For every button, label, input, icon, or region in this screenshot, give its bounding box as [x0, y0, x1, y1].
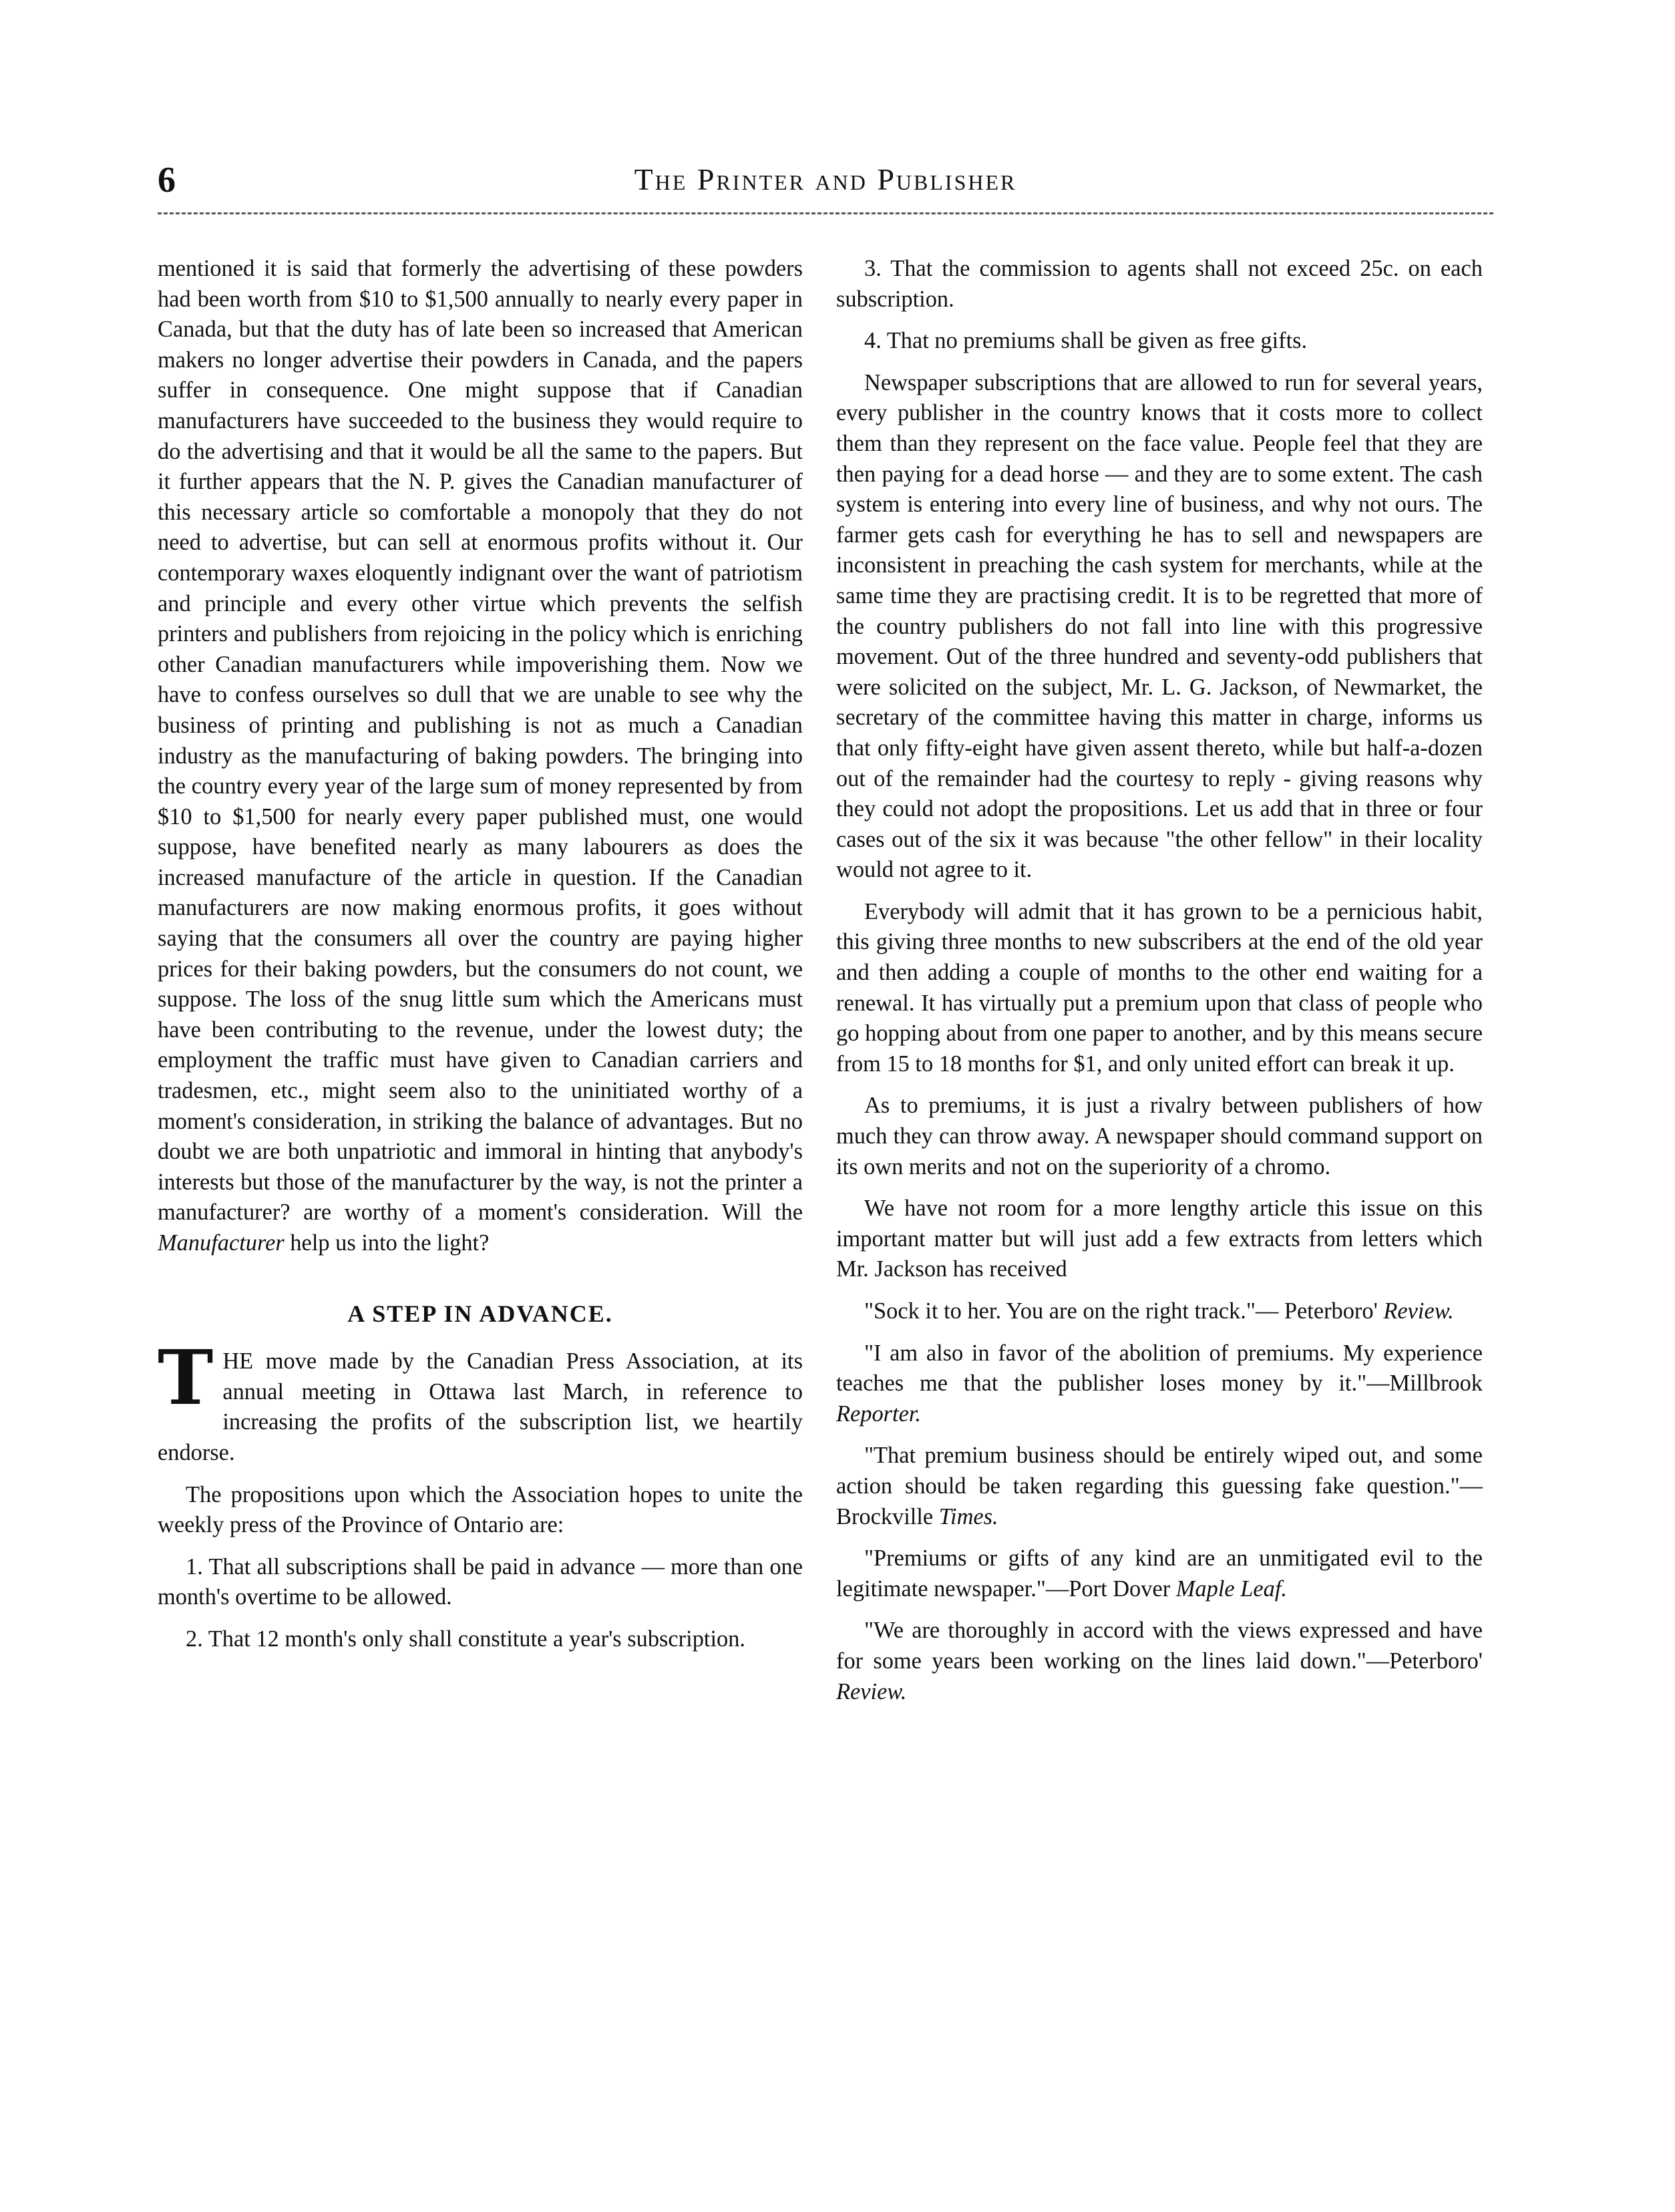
article-paragraph: Newspaper subscriptions that are allowed to run for several years, every publisher in the country knows that it costs more to collect them than they represent on the face value. People feel that they are then paying for a dead horse — and they are to some extent. The cash system is entering into every line of business, and why not ours. The farmer gets cash for everything he has to sell and newspapers are inconsistent in preaching the cash system for merchants, while at the same time they are practising credit. It is to be regretted that more of the country publishers do not fall into line with this progressive movement. Out of the three hundred and seventy-odd publishers that were solicited on the subject, Mr. L. G. Jackson, of Newmarket, the secretary of the committee having this matter in charge, informs us that only fifty-eight have given assent thereto, while but half-a-dozen out of the remainder had the courtesy to reply - giving reasons why they could not adopt the propositions. Let us add that in three or four cases out of the six it was because "the other fellow" in their locality would not agree to it. — [836, 369, 1483, 883]
article-paragraph: As to premiums, it is just a rivalry between publishers of how much they can throw away. A newspaper should command support on its own merits and not on the superiority of a chromo. — [836, 1093, 1483, 1179]
left-column — [158, 254, 803, 1666]
article-paragraph: mentioned it is said that formerly the advertising of these powders had been worth from $10 to $1,500 annually to nearly every paper in Canada, but that the duty has of late been so increased that American makers no longer advertise their powders in Canada, and the papers suffer in consequence. One might suppose that if Canadian manufacturers have succeeded to the business they would require to do the advertising and that it would be all the same to the papers. But it further appears that the N. P. gives the Canadian manufacturer of this necessary article so comfortable a monopoly that they do not need to advertise, but can sell at enormous profits without it. Our contemporary waxes eloquently indignant over the want of patriotism and principle and every other virtue which prevents the selfish printers and publishers from rejoicing in the policy which is enriching other Canadian manufacturers while impoverishing them. Now we have to confess ourselves so dull that we are unable to see why the business of printing and publishing is not as much a Canadian industry as the manufacturing of baking powders. The bringing into the country every year of the large sum of money represented by from $10 to $1,500 for nearly every paper published must, one would suppose, have benefited nearly as many labourers as does the increased manufacture of the article in question. If the Canadian manufacturers are now making enormous profits, it goes without saying that the consumers all over the country are paying higher prices for their baking powders, but the consumers do not count, we suppose. The loss of the snug little sum which the Americans must have been contributing to the revenue, under the lowest duty; the employment the traffic must have given to Canadian carriers and tradesmen, etc., might seem also to the uninitiated worthy of a moment's consideration, in striking the balance of advantages. But no doubt we are both unpatriotic and immoral in hinting that anybody's interests but those of the manufacturer by the way, is not the printer a manufacturer? are worthy of a moment's consideration. Will the Manufacturer help us into the light? — [158, 256, 803, 1256]
quote-paragraph: "Sock it to her. You are on the right track."— Peterboro' Review. — [864, 1298, 1454, 1324]
header-rule — [158, 212, 1493, 214]
list-item: 4. That no premiums shall be given as free gifts. — [864, 328, 1308, 354]
quote-paragraph: "That premium business should be entirely wiped out, and some action should be taken regarding this guessing fake question."—Brockville Times. — [836, 1443, 1483, 1529]
quote-paragraph: "We are thoroughly in accord with the views expressed and have for some years been working on the lines laid down."—Peterboro' Review. — [836, 1618, 1483, 1704]
list-item: 2. That 12 month's only shall constitute a year's subscription. — [186, 1626, 745, 1652]
article-paragraph: We have not room for a more lengthy article this issue on this important matter but will just add a few extracts from letters which Mr. Jackson has received — [836, 1195, 1483, 1282]
drop-cap: T — [158, 1334, 214, 1423]
article-paragraph: The propositions upon which the Association hopes to unite the weekly press of the Province of Ontario are: — [158, 1481, 803, 1538]
running-title: The Printer and Publisher — [634, 162, 1017, 196]
section-heading: A STEP IN ADVANCE. — [347, 1300, 613, 1327]
quote-paragraph: "Premiums or gifts of any kind are an unmitigated evil to the legitimate newspaper."—Port Dover Maple Leaf. — [836, 1545, 1483, 1602]
list-item: 1. That all subscriptions shall be paid in advance — more than one month's overtime to be allowed. — [158, 1553, 803, 1610]
article-paragraph: Everybody will admit that it has grown to be a pernicious habit, this giving three months to new subscribers at the end of the old year and then adding a couple of months to the other end waiting for a renewal. It has virtually put a premium upon that class of people who go hopping about from one paper to another, and by this means secure from 15 to 18 months for $1, and only united effort can break it up. — [836, 898, 1483, 1077]
page-number: 6 — [158, 160, 176, 200]
quote-paragraph: "I am also in favor of the abolition of premiums. My experience teaches me that the publisher loses money by it."—Millbrook Reporter. — [836, 1340, 1483, 1427]
list-item: 3. That the commission to agents shall not exceed 25c. on each subscription. — [836, 256, 1483, 312]
right-column — [836, 254, 1483, 1718]
article-paragraph: THE move made by the Canadian Press Association, at its annual meeting in Ottawa last March, in reference to increasing the profits of the subscription list, we heartily endorse. — [158, 1334, 803, 1465]
page-header — [158, 159, 1493, 199]
